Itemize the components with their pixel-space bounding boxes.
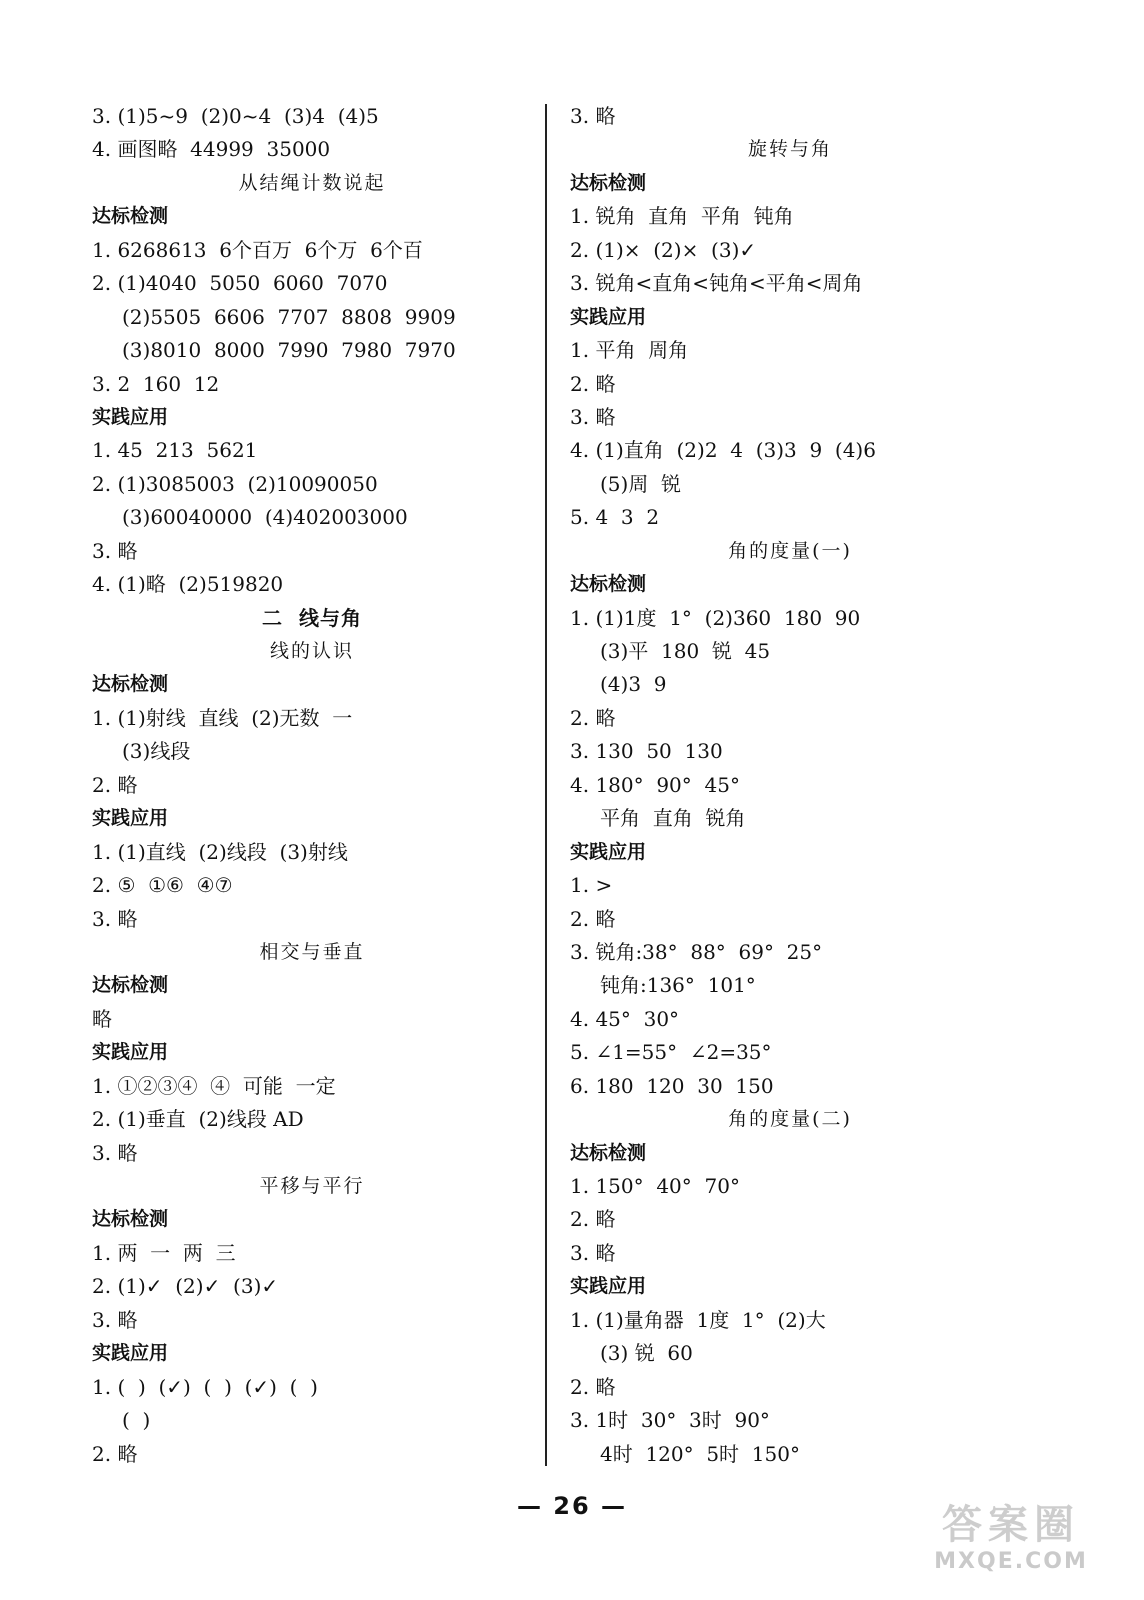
answer-line-continued: 4时 120° 5时 150°: [600, 1441, 800, 1466]
answer-line-continued: (3)60040000 (4)402003000: [122, 505, 408, 530]
answer-line: 2. (1)4040 5050 6060 7070: [92, 271, 388, 296]
answer-line: 2. 略: [570, 1207, 616, 1232]
lesson-title: 平移与平行: [259, 1175, 365, 1197]
answer-line: 2. 略: [570, 371, 616, 396]
subsection-heading: 达标检测: [92, 673, 169, 696]
answer-line-continued: ( ): [122, 1408, 151, 1433]
answer-line: 2. 略: [92, 1441, 138, 1466]
subsection-heading: 实践应用: [570, 1275, 647, 1298]
answer-line: 6. 180 120 30 150: [570, 1073, 774, 1098]
answer-line: 1. 平角 周角: [570, 338, 689, 363]
answer-line: 1. (1)量角器 1度 1° (2)大: [570, 1307, 826, 1332]
answer-line: 3. 略: [92, 906, 138, 931]
answer-line: 2. (1)✓ (2)✓ (3)✓: [92, 1274, 279, 1299]
answer-line: 1. (1)1度 1° (2)360 180 90: [570, 605, 861, 630]
answer-line-continued: (2)5505 6606 7707 8808 9909: [122, 304, 456, 329]
answer-line: 4. 画图略 44999 35000: [92, 137, 331, 162]
subsection-heading: 达标检测: [570, 171, 647, 194]
answer-line: 5. 4 3 2: [570, 505, 660, 530]
answer-line: 1. 两 一 两 三: [92, 1240, 236, 1265]
answer-line: 3. 略: [92, 538, 138, 563]
answer-line: 1. 6268613 6个百万 6个万 6个百: [92, 237, 423, 262]
right-column: [570, 100, 1010, 1471]
subsection-heading: 实践应用: [92, 405, 169, 428]
answer-line: 4. 45° 30°: [570, 1006, 680, 1031]
subsection-heading: 达标检测: [92, 1208, 169, 1231]
answer-line-continued: (3)线段: [122, 739, 191, 764]
answer-line: 1. (1)直线 (2)线段 (3)射线: [92, 839, 348, 864]
subsection-heading: 实践应用: [570, 305, 647, 328]
answer-line: 3. (1)5~9 (2)0~4 (3)4 (4)5: [92, 104, 379, 128]
left-column: [92, 100, 532, 1471]
answer-line-continued: 钝角:136° 101°: [600, 973, 756, 998]
answer-line: 略: [92, 1006, 112, 1031]
subsection-heading: 实践应用: [92, 807, 169, 830]
answer-line: 4. (1)略 (2)519820: [92, 572, 284, 597]
answer-line: 3. 略: [570, 104, 616, 128]
answer-line: 3. 略: [570, 404, 616, 429]
answer-line: 3. 2 160 12: [92, 371, 220, 396]
answer-line: 2. (1)垂直 (2)线段 AD: [92, 1107, 304, 1132]
answer-line: 3. 锐角<直角<钝角<平角<周角: [570, 271, 863, 296]
answer-line: 1. (1)射线 直线 (2)无数 一: [92, 705, 353, 730]
lesson-title: 旋转与角: [747, 138, 832, 161]
subsection-heading: 达标检测: [570, 573, 647, 596]
answer-line: 4. 180° 90° 45°: [570, 772, 740, 797]
watermark-brand: 答案圈: [942, 1502, 1080, 1548]
answer-line: 3. 1时 30° 3时 90°: [570, 1408, 770, 1433]
answer-line: 2. 略: [570, 1374, 616, 1399]
section-title: 二 线与角: [262, 605, 362, 630]
subsection-heading: 达标检测: [92, 974, 169, 997]
answer-line: 3. 略: [92, 1307, 138, 1332]
subsection-heading: 达标检测: [570, 1141, 647, 1164]
answer-line: 2. (1)3085003 (2)10090050: [92, 471, 378, 496]
answer-line: 3. 130 50 130: [570, 739, 723, 764]
answer-line: 2. ⑤ ①⑥ ④⑦: [92, 873, 233, 898]
answer-line: 1. ( ) (✓) ( ) (✓) ( ): [92, 1374, 318, 1399]
answer-line-continued: (5)周 锐: [600, 471, 682, 496]
answer-line: 3. 锐角:38° 88° 69° 25°: [570, 939, 823, 964]
subsection-heading: 实践应用: [570, 840, 647, 863]
column-divider: [545, 104, 547, 1466]
subsection-heading: 实践应用: [92, 1041, 169, 1064]
answer-line: 2. 略: [570, 906, 616, 931]
lesson-title: 角的度量(二): [728, 1108, 852, 1131]
answer-line: 2. (1)× (2)× (3)✓: [570, 237, 757, 262]
answer-line: 1. 45 213 5621: [92, 438, 258, 463]
answer-line: 1. 锐角 直角 平角 钝角: [570, 204, 794, 229]
answer-line: 3. 略: [570, 1240, 616, 1265]
answer-line: 3. 略: [92, 1140, 138, 1165]
subsection-heading: 达标检测: [92, 205, 169, 228]
answer-line: 2. 略: [92, 772, 138, 797]
watermark-url: MXQE.COM: [934, 1549, 1088, 1574]
answer-line: 4. (1)直角 (2)2 4 (3)3 9 (4)6: [570, 438, 876, 463]
answer-line: 1. ①②③④ ④ 可能 一定: [92, 1073, 336, 1098]
answer-line-continued: (3)平 180 锐 45: [600, 639, 771, 663]
answer-line-continued: (3) 锐 60: [600, 1341, 693, 1366]
page-number: — 26 —: [516, 1492, 628, 1520]
answer-line: 5. ∠1=55° ∠2=35°: [570, 1040, 772, 1065]
answer-line-continued: 平角 直角 锐角: [600, 806, 746, 831]
lesson-title: 从结绳计数说起: [238, 171, 386, 194]
answer-line: 1. 150° 40° 70°: [570, 1174, 740, 1198]
lesson-title: 角的度量(一): [728, 539, 852, 562]
answer-line-continued: (3)8010 8000 7990 7980 7970: [122, 338, 456, 363]
answer-line: 2. 略: [570, 705, 616, 730]
answer-line-continued: (4)3 9: [600, 672, 667, 697]
subsection-heading: 实践应用: [92, 1342, 169, 1365]
watermark-logo: [906, 1502, 1116, 1586]
answer-line: 1. >: [570, 873, 613, 898]
lesson-title: 线的认识: [269, 640, 354, 662]
lesson-title: 相交与垂直: [259, 940, 365, 963]
